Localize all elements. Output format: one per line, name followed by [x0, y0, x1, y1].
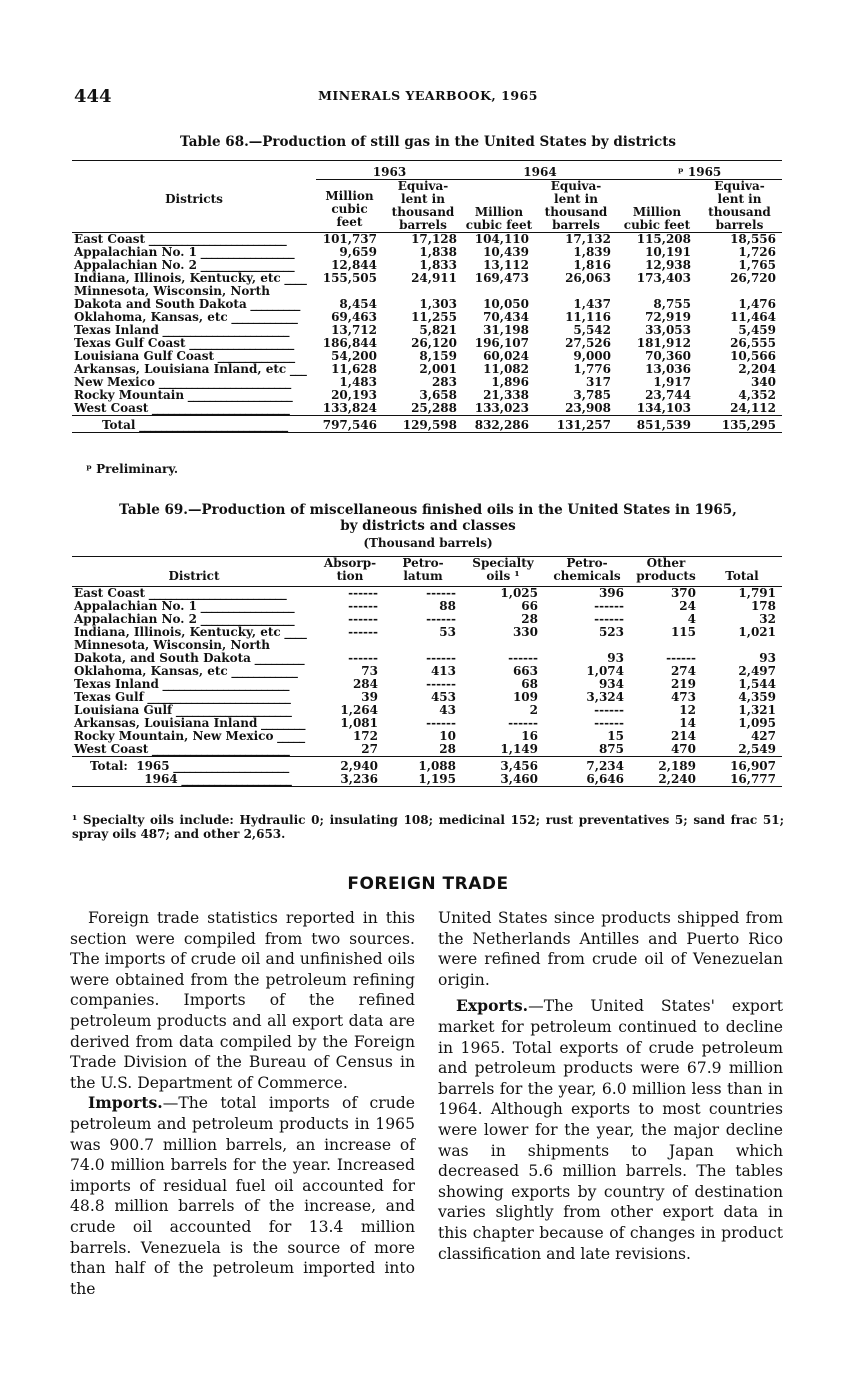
t68-cell: 23,908: [565, 401, 611, 415]
t69-cell: ------: [426, 586, 456, 600]
row-label: Indiana, Illinois, Kentucky, etc: [74, 625, 281, 639]
t69-cell: 39: [361, 690, 378, 704]
leader-dots: ____: [280, 271, 307, 285]
t69-total-cell: 16,777: [730, 772, 776, 786]
t69-cell: 109: [512, 690, 538, 704]
t69-cell: 14: [679, 716, 696, 730]
left-column: [70, 908, 415, 1299]
imports-label: Imports.: [88, 1093, 163, 1113]
t68-cell: 9,659: [339, 245, 377, 259]
table-69-title-line1: Table 69.—Production of miscellaneous finished oils in the United States in 1965,: [119, 502, 737, 518]
t69-cell: 66: [521, 599, 538, 613]
t68-total-cell: 129,598: [383, 416, 463, 433]
t69-cell: 178: [750, 599, 776, 613]
row-label: Appalachian No. 2: [74, 612, 197, 626]
t69-cell: 3,324: [586, 690, 624, 704]
row-label: East Coast: [74, 586, 146, 600]
t68-cell: 173,403: [636, 271, 691, 285]
page-number: 444: [74, 86, 112, 107]
t68-cell: 13,036: [645, 362, 691, 376]
t69-row: [72, 587, 782, 601]
leader-dots: ________________________: [155, 375, 291, 389]
t69-cell: 1,081: [340, 716, 378, 730]
t68-cell: 18,556: [730, 232, 776, 246]
col-equiv-1963: Equiva- lent in thousand barrels: [391, 179, 455, 232]
row-label: Minnesota, Wisconsin, North: [74, 284, 270, 298]
row-label: Dakota and South Dakota: [74, 297, 247, 311]
t69-cell: 2,497: [738, 664, 776, 678]
rule-cell: [316, 433, 383, 435]
leader-dots: _________________: [196, 612, 295, 626]
t69-cell: 10: [439, 729, 456, 743]
t68-cell: 1,896: [491, 375, 529, 389]
t68-cell: 5,821: [419, 323, 457, 337]
t69-cell: 1,321: [738, 703, 776, 717]
t69-total-cell: 16,907: [702, 757, 782, 774]
row-label: East Coast: [74, 232, 146, 246]
t69-col-header: District: [168, 569, 220, 583]
t68-cell: 1,917: [653, 375, 691, 389]
t69-cell: 4,359: [738, 690, 776, 704]
row-label: 1964: [90, 772, 178, 786]
leader-dots: _______________________: [158, 677, 290, 691]
t69-cell: ------: [348, 612, 378, 626]
t69-cell: 28: [439, 742, 456, 756]
table-68-footnote: ᵖ Preliminary.: [86, 462, 179, 476]
t69-cell: 274: [670, 664, 696, 678]
t69-cell: ------: [594, 703, 624, 717]
t68-cell: 5,542: [573, 323, 611, 337]
leader-dots: _________________________: [145, 586, 287, 600]
table-69-unit: (Thousand barrels): [363, 536, 493, 550]
t69-cell: ------: [594, 716, 624, 730]
t68-cell: 8,755: [653, 297, 691, 311]
t68-total-cell: 832,286: [463, 416, 535, 433]
t68-cell: 3,785: [573, 388, 611, 402]
t69-cell: ------: [426, 716, 456, 730]
t69-cell: 219: [670, 677, 696, 691]
t69-cell: 1,544: [738, 677, 776, 691]
row-label: Indiana, Illinois, Kentucky, etc: [74, 271, 281, 285]
t68-cell: 1,303: [419, 297, 457, 311]
t69-cell: 43: [439, 703, 456, 717]
col-million-1963: Million cubic feet: [325, 189, 374, 229]
t69-cell: 875: [598, 742, 624, 756]
t68-cell: 10,566: [730, 349, 776, 363]
t69-cell: ------: [666, 651, 696, 665]
t68-cell: 3,658: [419, 388, 457, 402]
t69-cell: 1,021: [738, 625, 776, 639]
t69-cell: 470: [670, 742, 696, 756]
t68-cell: 8,454: [339, 297, 377, 311]
t69-cell: 284: [352, 677, 378, 691]
t68-cell: 10,439: [483, 245, 529, 259]
row-label: Louisiana Gulf: [74, 703, 173, 717]
t69-cell: 413: [430, 664, 456, 678]
rule-cell: [544, 787, 630, 789]
t68-row-name: [72, 233, 316, 247]
t68-cell: 101,737: [322, 232, 377, 246]
t69-total-cell: 3,460: [500, 772, 538, 786]
row-label: Texas Inland: [74, 323, 159, 337]
t69-cell: 934: [598, 677, 624, 691]
t69-col-header: Petro- chemicals: [553, 556, 621, 583]
leader-dots: ___________________: [185, 336, 294, 350]
t68-cell: 5,459: [738, 323, 776, 337]
t69-cell: 2,549: [738, 742, 776, 756]
t69-cell: 396: [598, 586, 624, 600]
row-label: Oklahoma, Kansas, etc: [74, 310, 228, 324]
t69-cell: ------: [348, 651, 378, 665]
rule-cell: [630, 787, 702, 789]
t68-cell: 1,476: [738, 297, 776, 311]
year-1963-header: 1963: [316, 161, 463, 180]
exports-label: Exports.: [456, 996, 529, 1016]
leader-dots: _____: [273, 729, 305, 743]
rule-cell: [462, 787, 544, 789]
leader-dots: _________________: [196, 258, 295, 272]
t69-cell: 1,791: [738, 586, 776, 600]
t69-cell: ------: [508, 651, 538, 665]
t69-cell: 88: [439, 599, 456, 613]
t68-cell: 12,844: [331, 258, 377, 272]
t68-row: [72, 402, 782, 416]
t69-cell: ------: [348, 586, 378, 600]
t69-cell: ------: [594, 599, 624, 613]
districts-header: Districts: [72, 161, 316, 233]
year-1964-header: 1964: [463, 161, 617, 180]
t68-cell: 283: [431, 375, 457, 389]
t68-cell: 1,726: [738, 245, 776, 259]
t69-bottom-rule: [72, 787, 782, 789]
t69-cell: ------: [426, 612, 456, 626]
t68-cell: 1,833: [419, 258, 457, 272]
year-1965-header: ᵖ 1965: [617, 161, 782, 180]
leader-dots: _________________________: [145, 232, 287, 246]
row-label: Rocky Mountain, New Mexico: [74, 729, 274, 743]
col-million-1964: Million cubic feet: [465, 205, 533, 232]
t68-cell: 11,628: [331, 362, 377, 376]
leader-dots: _____________________: [172, 703, 292, 717]
rule-cell: [72, 433, 316, 435]
row-label: Total: 1965: [90, 759, 170, 773]
t68-cell: 1,816: [573, 258, 611, 272]
paragraph-sources: Foreign trade statistics reported in this section were compiled from two sources. The imports of crude oil and unfinished oils were obtained from the petroleum refining companies. Imports of the refined petroleum products and all export data are derived from data compiled by the Foreign Trade Division of the Bureau of Census in the U.S. Department of Commerce.: [70, 909, 415, 1092]
t68-cell: 17,132: [565, 232, 611, 246]
row-label: Dakota, and South Dakota: [74, 651, 251, 665]
t69-col-header: Total: [725, 569, 759, 583]
row-label: Oklahoma, Kansas, etc: [74, 664, 228, 678]
t69-total-row: [72, 773, 782, 787]
t69-total-cell: 3,236: [340, 772, 378, 786]
t69-cell: 1,095: [738, 716, 776, 730]
row-label: Appalachian No. 2: [74, 258, 197, 272]
row-label: Appalachian No. 1: [74, 599, 197, 613]
leader-dots: _________: [246, 297, 300, 311]
rule-cell: [463, 433, 535, 435]
row-label: Rocky Mountain: [74, 388, 185, 402]
rule-cell: [384, 787, 462, 789]
t69-col-header: Other products: [636, 556, 696, 583]
t69-col-header: Petro- latum: [402, 556, 444, 583]
t69-cell: ------: [348, 625, 378, 639]
t68-cell: 340: [750, 375, 776, 389]
t68-cell: 133,824: [322, 401, 377, 415]
t69-total-row: [72, 757, 782, 774]
t68-cell: 1,483: [339, 375, 377, 389]
t68-cell: 11,255: [411, 310, 457, 324]
t69-cell: 27: [361, 742, 378, 756]
t69-cell: 1,074: [586, 664, 624, 678]
t69-cell: ------: [426, 651, 456, 665]
rule-cell: [697, 433, 782, 435]
t68-cell: 186,844: [322, 336, 377, 350]
t69-col-header: Specialty oils ¹: [472, 556, 534, 583]
t68-total-label: [72, 416, 316, 433]
t68-cell: 25,288: [411, 401, 457, 415]
leader-dots: ___________________________: [135, 418, 288, 432]
t69-cell: 330: [512, 625, 538, 639]
leader-dots: _________________: [196, 599, 295, 613]
t69-total-cell: 2,189: [630, 757, 702, 774]
rule-cell: [72, 787, 316, 789]
t68-cell: 23,744: [645, 388, 691, 402]
t69-cell: ------: [426, 677, 456, 691]
leader-dots: _________________________: [148, 742, 290, 756]
t69-total-cell: 1,195: [418, 772, 456, 786]
leader-dots: ____________: [227, 310, 298, 324]
t69-cell: ------: [348, 599, 378, 613]
table-69: [72, 556, 782, 788]
t68-cell: 54,200: [331, 349, 377, 363]
t68-cell: 104,110: [474, 232, 529, 246]
rule-cell: [702, 787, 782, 789]
t69-row-name: [72, 587, 316, 601]
t69-cell: 93: [607, 651, 624, 665]
paragraph-exports: [438, 996, 783, 1264]
t69-total-label: [72, 757, 316, 774]
leader-dots: _______________________: [158, 323, 290, 337]
t68-cell: 31,198: [483, 323, 529, 337]
t68-total-cell: 135,295: [697, 416, 782, 433]
table-68: [72, 160, 782, 434]
t68-cell: 20,193: [331, 388, 377, 402]
section-heading: FOREIGN TRADE: [347, 874, 509, 894]
t68-cell: 70,360: [645, 349, 691, 363]
t69-row: [72, 743, 782, 757]
t68-cell: 169,473: [474, 271, 529, 285]
t69-cell: 427: [750, 729, 776, 743]
t69-cell: ------: [508, 716, 538, 730]
leader-dots: ___________________: [184, 388, 293, 402]
t69-cell: 12: [679, 703, 696, 717]
t69-cell: 16: [521, 729, 538, 743]
leader-dots: ___: [286, 362, 307, 376]
row-label: Louisiana Gulf Coast: [74, 349, 214, 363]
paragraph-imports: [70, 1093, 415, 1299]
leader-dots: ______________: [214, 349, 295, 363]
t68-cell: 11,116: [565, 310, 611, 324]
row-label: Minnesota, Wisconsin, North: [74, 638, 270, 652]
t68-cell: 26,555: [730, 336, 776, 350]
t68-cell: 26,063: [565, 271, 611, 285]
t68-cell: 13,112: [483, 258, 529, 272]
col-equiv-1964: Equiva- lent in thousand barrels: [544, 179, 608, 232]
t69-total-cell: 7,234: [544, 757, 630, 774]
t69-cell: ------: [594, 612, 624, 626]
leader-dots: ____________________: [177, 772, 292, 786]
col-equiv-1965: Equiva- lent in thousand barrels: [708, 179, 771, 232]
table-69-footnote: ¹ Specialty oils include: Hydraulic 0; insulating 108; medicinal 152; rust preventatives 5; sand frac 51; spray oils 487; and other 2,653.: [72, 813, 784, 841]
leader-dots: ________: [257, 716, 306, 730]
t69-cell: 1,149: [500, 742, 538, 756]
row-label: Appalachian No. 1: [74, 245, 197, 259]
t68-cell: 33,053: [645, 323, 691, 337]
leader-dots: _________________: [196, 245, 295, 259]
t68-cell: 134,103: [636, 401, 691, 415]
t69-cell: 93: [759, 651, 776, 665]
t69-cell: 1,025: [500, 586, 538, 600]
t69-cell: 68: [521, 677, 538, 691]
t69-cell: 32: [759, 612, 776, 626]
t68-cell: 133,023: [474, 401, 529, 415]
t68-cell: 317: [585, 375, 611, 389]
t68-cell: 26,720: [730, 271, 776, 285]
leader-dots: _________: [250, 651, 305, 665]
t69-cell: 2: [529, 703, 538, 717]
t68-cell: 70,434: [483, 310, 529, 324]
t68-cell: 8,159: [419, 349, 457, 363]
t69-cell: 115: [670, 625, 696, 639]
table-69-title-line2: by districts and classes: [340, 518, 516, 534]
t69-col-header: Absorp- tion: [323, 556, 377, 583]
t68-total-cell: 131,257: [535, 416, 617, 433]
t69-cell: 28: [521, 612, 538, 626]
t69-total-cell: 3,456: [462, 757, 544, 774]
t68-cell: 1,838: [419, 245, 457, 259]
exports-text: —The United States' export market for petroleum continued to decline in 1965. Total exports of crude petroleum and petroleum products were 67.9 million barrels for the year, 6.0 million less than in 1964. Although exports to most countries were lower for the year, the major decline was in shipments to Japan which decreased 5.6 million barrels. The tables showing exports by country of destination varies slightly from other export data in this chapter because of changes in product classification and late revisions.: [438, 997, 783, 1263]
t68-cell: 4,352: [738, 388, 776, 402]
leader-dots: ____: [280, 625, 307, 639]
t68-cell: 13,712: [331, 323, 377, 337]
leader-dots: ____________: [227, 664, 298, 678]
rule-cell: [316, 787, 384, 789]
t68-cell: 17,128: [411, 232, 457, 246]
t68-cell: 24,112: [730, 401, 776, 415]
t68-cell: 69,463: [331, 310, 377, 324]
t69-cell: 453: [430, 690, 456, 704]
leader-dots: __________________________: [143, 690, 291, 704]
t68-row: [72, 233, 782, 247]
t68-bottom-rule: [72, 433, 782, 435]
row-label: West Coast: [74, 742, 149, 756]
t68-cell: 1,839: [573, 245, 611, 259]
t68-total-cell: 797,546: [316, 416, 383, 433]
t68-cell: 10,191: [645, 245, 691, 259]
imports-text: —The total imports of crude petroleum and petroleum products in 1965 was 900.7 million barrels, an increase of 74.0 million barrels for the year. Increased imports of residual fuel oil accounted for 48.8 million barrels of the increase, and crude oil accounted for 13.4 million barrels. Venezuela is the source of more than half of the petroleum imported into the: [70, 1094, 415, 1298]
leader-dots: _____________________: [169, 759, 289, 773]
t68-cell: 10,050: [483, 297, 529, 311]
t68-cell: 1,765: [738, 258, 776, 272]
col-million-1965: Million cubic feet: [623, 205, 691, 232]
rule-cell: [383, 433, 463, 435]
t68-cell: 72,919: [645, 310, 691, 324]
t69-cell: 370: [670, 586, 696, 600]
t68-cell: 27,526: [565, 336, 611, 350]
t68-cell: 11,082: [483, 362, 529, 376]
t68-cell: 60,024: [483, 349, 529, 363]
t69-total-cell: 6,646: [586, 772, 624, 786]
t68-cell: 12,938: [645, 258, 691, 272]
t68-cell: 115,208: [636, 232, 691, 246]
t69-total-cell: 2,240: [658, 772, 696, 786]
t69-cell: 15: [607, 729, 624, 743]
t68-cell: 2,204: [738, 362, 776, 376]
t69-cell: 663: [512, 664, 538, 678]
row-label: Texas Gulf: [74, 690, 144, 704]
rule-cell: [535, 433, 617, 435]
t68-total-cell: 851,539: [617, 416, 697, 433]
leader-dots: _________________________: [148, 401, 290, 415]
t69-cell: 4: [687, 612, 696, 626]
row-label: Texas Gulf Coast: [74, 336, 186, 350]
row-label: Total: [102, 418, 136, 432]
t68-cell: 21,338: [483, 388, 529, 402]
t69-cell: 53: [439, 625, 456, 639]
t68-cell: 26,120: [411, 336, 457, 350]
right-column: [438, 908, 783, 1264]
t68-cell: 181,912: [636, 336, 691, 350]
row-label: New Mexico: [74, 375, 156, 389]
row-label: Texas Inland: [74, 677, 159, 691]
t68-cell: 196,107: [474, 336, 529, 350]
t69-total-label: [72, 773, 316, 787]
row-label: Arkansas, Louisiana Inland: [74, 716, 258, 730]
t69-cell: 523: [598, 625, 624, 639]
t68-cell: 155,505: [322, 271, 377, 285]
running-title: MINERALS YEARBOOK, 1965: [318, 88, 538, 103]
t68-cell: 1,776: [573, 362, 611, 376]
t69-cell: 1,264: [340, 703, 378, 717]
t69-cell: 24: [679, 599, 696, 613]
t69-cell: 172: [352, 729, 378, 743]
t68-row-name: [72, 402, 316, 416]
row-label: West Coast: [74, 401, 149, 415]
row-label: Arkansas, Louisiana Inland, etc: [74, 362, 287, 376]
t68-total-row: [72, 416, 782, 433]
t68-cell: 11,464: [730, 310, 776, 324]
t69-cell: 473: [670, 690, 696, 704]
rule-cell: [617, 433, 697, 435]
t68-cell: 24,911: [411, 271, 457, 285]
t69-row-name: [72, 743, 316, 757]
t69-total-cell: 2,940: [316, 757, 384, 774]
t68-cell: 2,001: [419, 362, 457, 376]
paragraph-continuation: United States since products shipped from the Netherlands Antilles and Puerto Rico were refined from crude oil of Venezuelan origin.: [438, 909, 783, 989]
t69-cell: 73: [361, 664, 378, 678]
t68-cell: 1,437: [573, 297, 611, 311]
t69-total-cell: 1,088: [384, 757, 462, 774]
table-68-title: Table 68.—Production of still gas in the United States by districts: [179, 134, 677, 150]
t68-cell: 9,000: [573, 349, 611, 363]
t69-cell: 214: [670, 729, 696, 743]
